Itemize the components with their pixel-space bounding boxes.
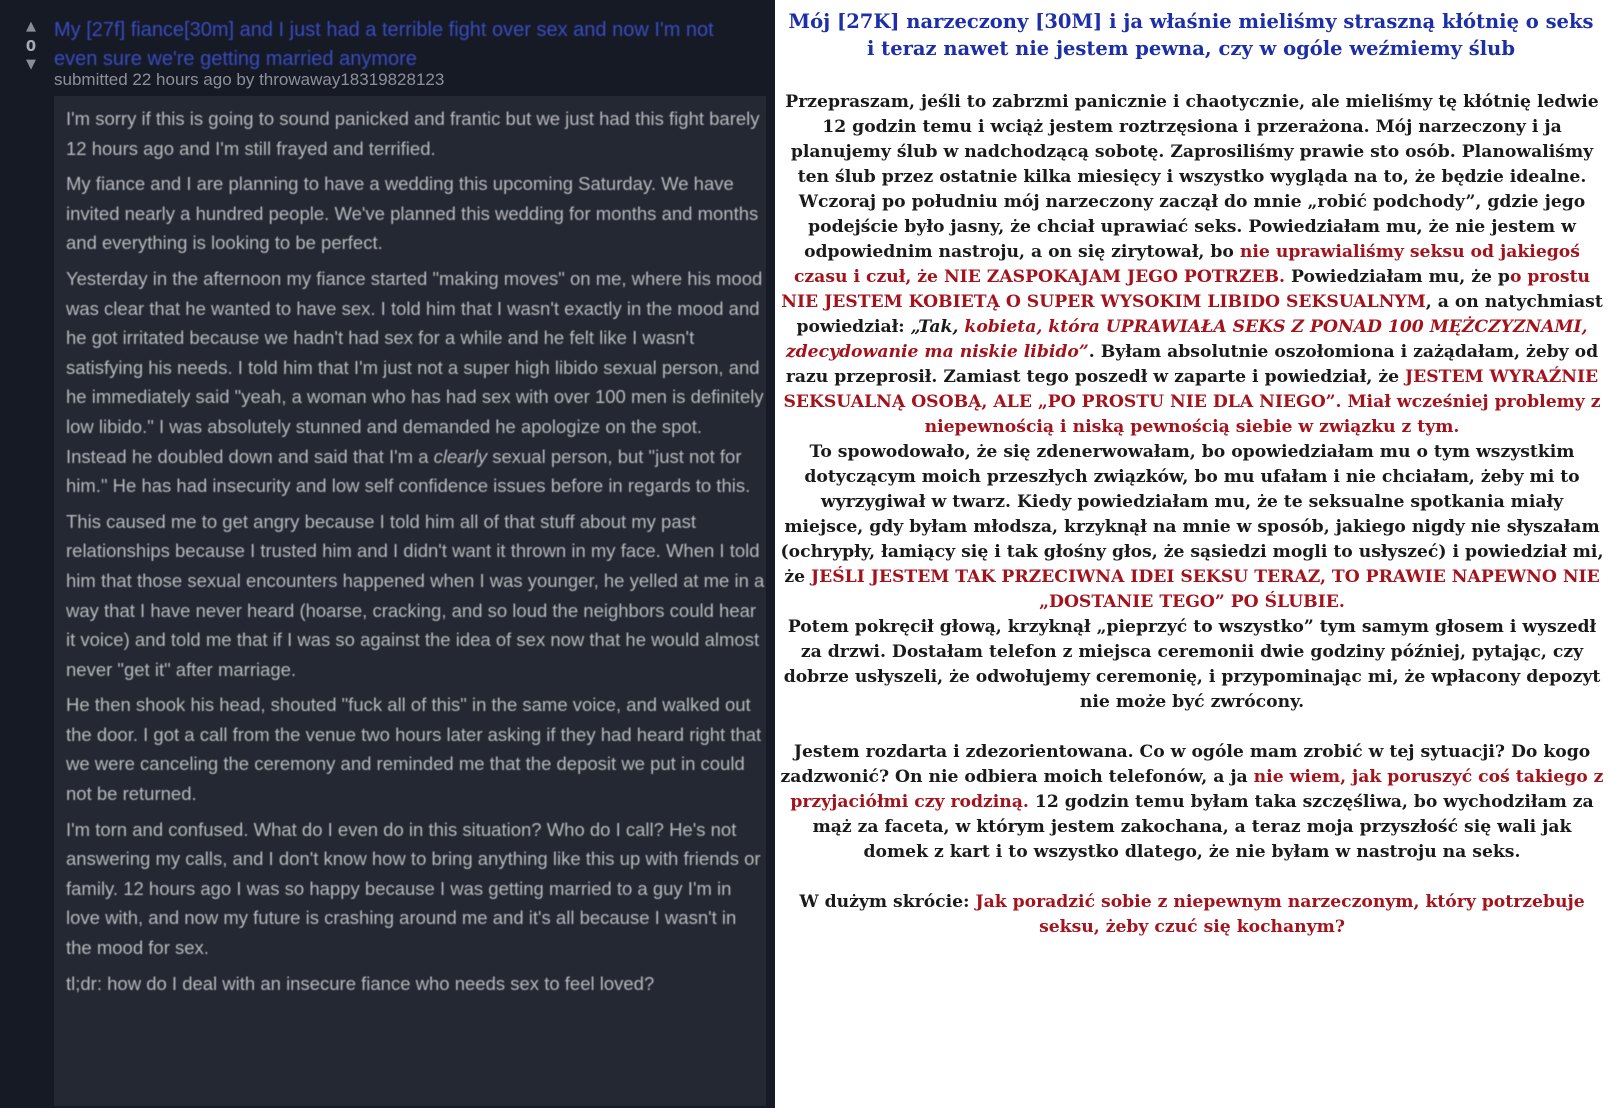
tp2-f-quote: „Tak, [910,317,965,337]
tp3-b-highlight: JEŚLI JESTEM TAK PRZECIWNA IDEI SEKSU TERAZ, TO PRAWIE NAPEWNO NIE „DOSTANIE TEGO” PO ŚLUBIE. [811,567,1600,612]
post-paragraph-3-text-b: sexual person, but "just not for him." He has had insecurity and low self confidence issues before in regards to this. [66,445,751,497]
translation-paragraph-2 [779,190,1605,440]
tldr-highlight: Jak poradzić sobie z niepewnym narzeczonym, który potrzebuje seksu, żeby czuć się kochanym? [975,892,1585,937]
tp2-c: Powiedziałam mu, że p [1285,267,1510,287]
vote-column [18,20,44,72]
translation-paragraph-1: Przepraszam, jeśli to zabrzmi panicznie i chaotycznie, ale mieliśmy tę kłótnię ledwie 12 godzin temu i wciąż jestem roztrzęsiona i przerażona. Mój narzeczony i ja planujemy ślub w nadchodzącą sobotę. Zaprosiliśmy prawie sto osób. Planowaliśmy ten ślub przez ostatnie kilka miesięcy i wszystko wygląda na to, że będzie idealne. [785,92,1599,187]
polish-translation-panel [775,0,1608,1108]
post-paragraph-3-text-a: Yesterday in the afternoon my fiance started "making moves" on me, where his mood was clear that he wanted to have sex. I told him that I wasn't exactly in the mood and he got irritated because we hadn't had sex for a while and he felt like I wasn't satisfying his needs. I told him that I'm just not a super high libido sexual person, and he immediately said "yeah, a woman who has had sex with over 100 men is definitely low libido." I was absolutely stunned and demanded he apologize on the spot. Instead he doubled down and said that I'm a [66,267,764,467]
post-title-link[interactable]: My [27f] fiance[30m] and I just had a terrible fight over sex and now I'm not even sure we're getting married anymore [54,19,714,70]
post-tldr: tl;dr: how do I deal with an insecure fiance who needs sex to feel loved? [66,972,655,994]
post-body [54,96,766,1106]
tp2-g-highlight-quote: kobieta, która UPRAWIAŁA SEKS Z PONAD 100 MĘŻCZYZNAMI, zdecydowanie ma niskie libido” [785,317,1588,362]
post-paragraph-4: This caused me to get angry because I told him all of that stuff about my past relationships because I trusted him and I didn't want it thrown in my face. When I told him that those sexual encounters happened when I was younger, he yelled at me in a way that I have never heard (hoarse, cracking, and so loud the neighbors could hear it voice) and told me that if I was so against the idea of sex now that he would almost never "get it" after marriage. [66,510,765,680]
paragraph-gap [779,715,1605,740]
post-paragraph-6: I'm torn and confused. What do I even do in this situation? Who do I call? He's not answering my calls, and I don't know how to bring anything like this up with friends or family. 12 hours ago I was so happy because I was getting married to a guy I'm in love with, and now my future is crashing around me and it's all because I wasn't in the mood for sex. [66,818,761,959]
post-paragraph-1: I'm sorry if this is going to sound panicked and frantic but we just had this fight barely 12 hours ago and I'm still frayed and terrified. [66,108,760,159]
tp5-b-highlight: nie wiem, jak poruszyć coś takiego z przyjaciółmi czy rodziną. [790,767,1604,812]
downvote-arrow-icon[interactable]: ▼ [26,57,36,72]
tp3-a: To spowodowało, że się zdenerwowałam, bo opowiedziałam mu o tym wszystkim dotyczącym moich przeszłych związków, bo mu ufałam i nie chciałam, żeby mi to wyrzygiwał w twarz. Kiedy powiedziałam mu, że te seksualne spotkania miały miejsce, gdy byłam młodsza, krzyknął na mnie w sposób, jakiego nigdy nie słyszałam (ochrypły, łamiący się i tak głośny głos, że sąsiedzi mogli to usłyszeć) i powiedział mi, że [780,442,1604,587]
vote-score: 0 [25,37,37,55]
tp2-i-highlight: JESTEM WYRAŹNIE SEKSUALNĄ OSOBĄ, ALE „PO PROSTU NIE DLA NIEGO”. Miał wcześniej problemy z niepewnością i niską pewnością siebie w związku z tym. [783,367,1601,437]
translation-title: Mój [27K] narzeczony [30M] i ja właśnie mieliśmy straszną kłótnię o seks i teraz nawet nie jestem pewna, czy w ogóle weźmiemy ślub [788,10,1594,60]
tp5-a: Jestem rozdarta i zdezorientowana. Co w ogóle mam zrobić w tej sytuacji? Do kogo zadzwonić? On nie odbiera moich telefonów, a ja [780,742,1591,787]
translation-paragraph-4: Potem pokręcił głową, krzyknął „pieprzyć to wszystko” tym samym głosem i wyszedł za drzwi. Dostałam telefon z miejsca ceremonii dwie godziny później, pytając, czy dobrze usłyszeli, że odwołujemy ceremonię, i przypominając mi, że wpłacony depozyt nie może być zwrócony. [783,617,1601,712]
translation-paragraph-3 [779,440,1605,615]
tp2-h: . Byłam absolutnie oszołomiona i zażądałam, żeby od razu przeprosił. Zamiast tego poszedł w zaparte i powiedział, że [785,342,1599,387]
upvote-arrow-icon[interactable]: ▲ [26,19,36,34]
translation-paragraph-5 [779,740,1605,865]
translation-tldr [779,890,1605,940]
tp2-e: , a on natychmiast powiedział: [796,292,1603,337]
tp2-d-highlight: o prostu NIE JESTEM KOBIETĄ O SUPER WYSOKIM LIBIDO SEKSUALNYM [781,267,1591,312]
tp2-a: Wczoraj po południu mój narzeczony zaczął do mnie „robić podchody”, gdzie jego podejście było jasny, że chciał uprawiać seks. Powiedziałam mu, że nie jestem w odpowiednim nastroju, a on się zirytował, bo [798,192,1586,262]
tldr-label: W dużym skrócie: [799,892,976,912]
post-paragraph-3 [66,264,766,501]
submitted-info: submitted 22 hours ago by throwaway18319828123 [54,70,445,89]
paragraph-gap [779,865,1605,890]
post-paragraph-5: He then shook his head, shouted "fuck all of this" in the same voice, and walked out the door. I got a call from the venue two hours later asking if they had heard right that we were canceling the ceremony and reminded me that the deposit we put in could not be returned. [66,694,762,805]
reddit-post-screenshot [0,0,775,1108]
post-paragraph-3-emphasis: clearly [433,445,488,467]
tp2-b-highlight: nie uprawialiśmy seksu od jakiegoś czasu i czuł, że NIE ZASPOKAJAM JEGO POTRZEB. [793,242,1580,287]
translation-body [779,90,1605,940]
tp5-c: 12 godzin temu byłam taka szczęśliwa, bo wychodziłam za mąż za faceta, w którym jestem zakochana, a teraz moja przyszłość się wali jak domek z kart i to wszystko dlatego, że nie byłam w nastroju na seks. [812,792,1594,862]
post-paragraph-2: My fiance and I are planning to have a wedding this upcoming Saturday. We have invited nearly a hundred people. We've planned this wedding for months and months and everything is looking to be perfect. [66,173,759,254]
